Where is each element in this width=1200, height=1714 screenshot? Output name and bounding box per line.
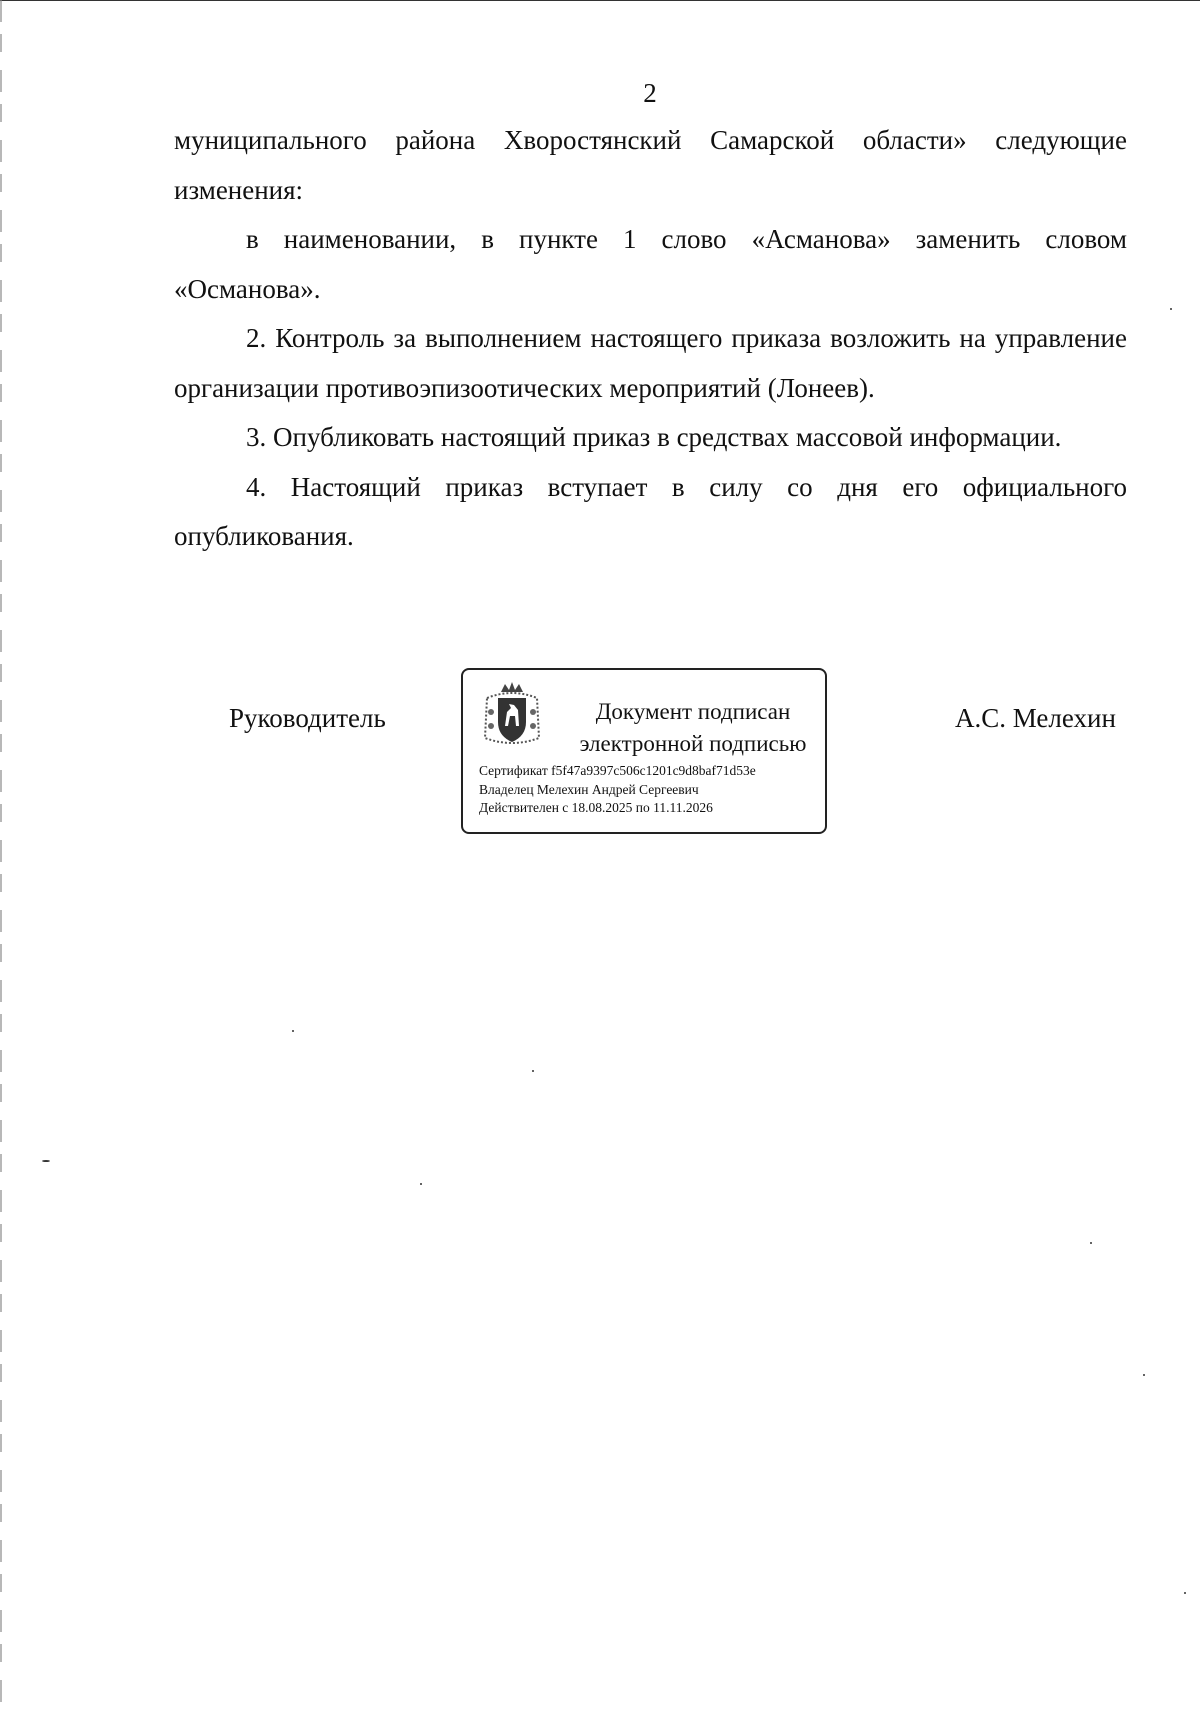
stamp-title <box>563 696 823 760</box>
stamp-owner: Владелец Мелехин Андрей Сергеевич <box>479 781 699 797</box>
paragraph-continuation: муниципального района Хворостянский Самарской области» следующие изменения: <box>174 125 1127 205</box>
scan-speck <box>1090 1242 1092 1244</box>
stamp-details <box>479 762 756 818</box>
scan-speck <box>1184 1592 1186 1594</box>
paragraph-item-3: 3. Опубликовать настоящий приказ в средствах массовой информации. <box>246 422 1062 452</box>
stamp-title-line-1: Документ подписан <box>595 699 791 724</box>
paragraph-amendment: в наименовании, в пункте 1 слово «Асманова» заменить словом «Османова». <box>174 224 1127 304</box>
signature-block <box>0 668 1200 838</box>
scan-speck <box>1143 1374 1145 1376</box>
stamp-validity: Действителен с 18.08.2025 по 11.11.2026 <box>479 800 713 815</box>
paragraph-item-4: 4. Настоящий приказ вступает в силу со дня его официального опубликования. <box>174 471 1127 551</box>
page-number: 2 <box>643 78 657 108</box>
scan-speck <box>420 1183 422 1185</box>
stamp-certificate: Сертификат f5f47a9397c506c1201c9d8baf71d53e <box>479 763 756 778</box>
samara-coat-of-arms-icon <box>481 678 543 750</box>
stamp-title-line-2: электронной подписью <box>579 731 807 756</box>
signer-position: Руководитель <box>229 703 386 733</box>
paragraph-item-2: 2. Контроль за выполнением настоящего приказа возложить на управление организации противоэпизоотических мероприятий (Лонеев). <box>174 323 1127 403</box>
document-body <box>174 116 1127 562</box>
top-rule <box>0 0 1200 1</box>
scan-speck <box>42 1160 50 1162</box>
scan-speck <box>532 1070 534 1072</box>
electronic-signature-stamp <box>461 668 827 834</box>
scan-edge <box>0 0 2 1714</box>
scan-speck <box>1170 308 1172 310</box>
signer-name: А.С. Мелехин <box>955 703 1116 733</box>
scan-speck <box>292 1030 294 1032</box>
